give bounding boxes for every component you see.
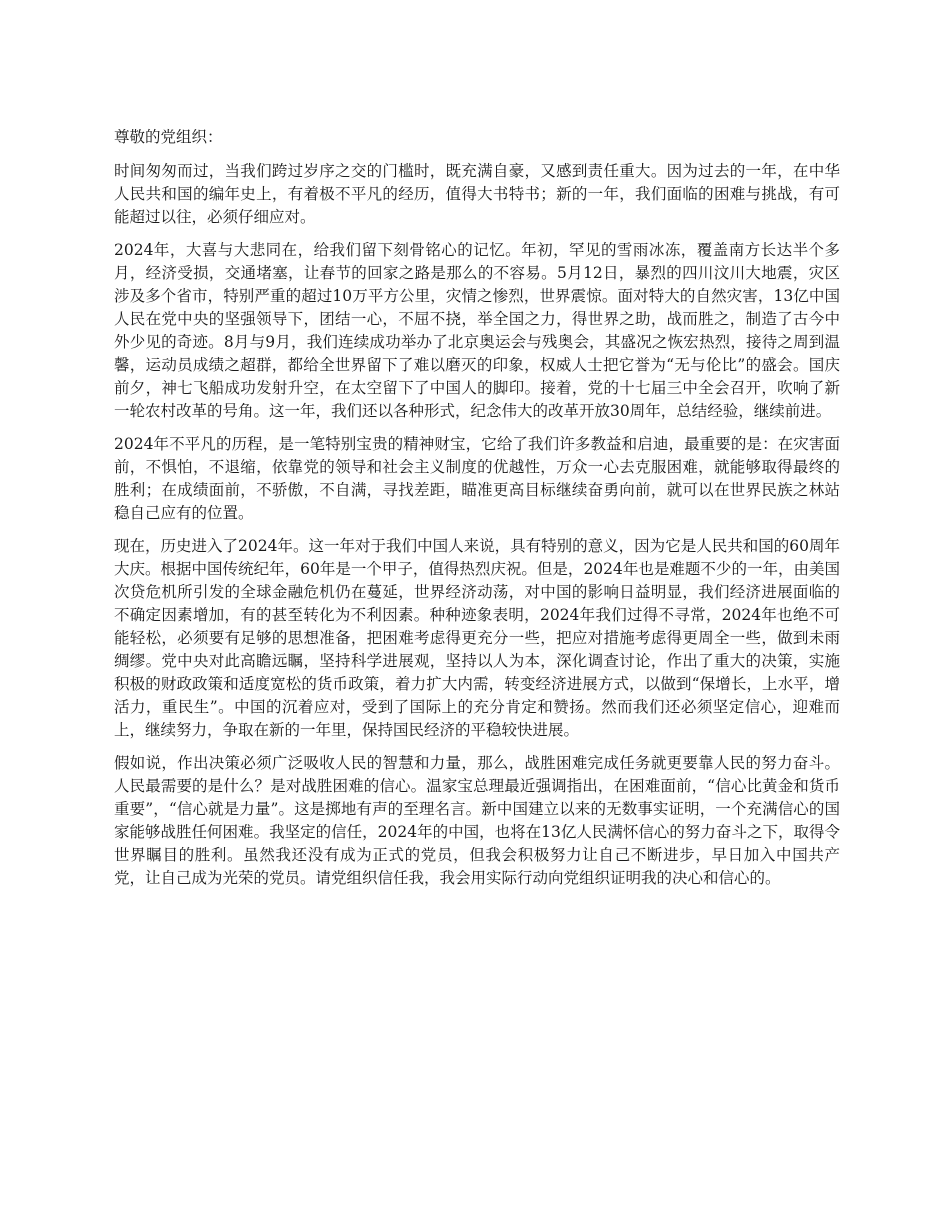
paragraph-new-year-challenges: 现在，历史进入了2024年。这一年对于我们中国人来说，具有特别的意义，因为它是人民共和国的60周年大庆。根据中国传统纪年，60年是一个甲子，值得热烈庆祝。但是，2024年也是难题不少的一年，由美国次贷危机所引发的全球金融危机仍在蔓延，世界经济动荡，对中国的影响日益明显，我们经济进展面临的不确定因素增加，有的甚至转化为不利因素。种种迹象表明，2024年我们过得不寻常，2024年也绝不可能轻松，必须要有足够的思想准备，把困难考虑得更充分一些，把应对措施考虑得更周全一些，做到未雨绸缪。党中央对此高瞻远瞩，坚持科学进展观，坚持以人为本，深化调查讨论，作出了重大的决策，实施积极的财政政策和适度宽松的货币政策，着力扩大内需，转变经济进展方式，以做到“保增长，上水平，增活力，重民生”。中国的沉着应对，受到了国际上的充分肯定和赞扬。然而我们还必须坚定信心，迎难而上，继续努力，争取在新的一年里，保持国民经济的平稳较快进展。 [114, 537, 840, 739]
letter-body [114, 126, 840, 900]
paragraph-confidence-closing: 假如说，作出决策必须广泛吸收人民的智慧和力量，那么，战胜困难完成任务就更要靠人民的努力奋斗。人民最需要的是什么？是对战胜困难的信心。温家宝总理最近强调指出，在困难面前，“信心比黄金和货币重要”，“信心就是力量”。这是掷地有声的至理名言。新中国建立以来的无数事实证明，一个充满信心的国家能够战胜任何困难。我坚定的信任，2024年的中国，也将在13亿人民满怀信心的努力奋斗之下，取得令世界瞩目的胜利。虽然我还没有成为正式的党员，但我会积极努力让自己不断进步，早日加入中国共产党，让自己成为光荣的党员。请党组织信任我，我会用实际行动向党组织证明我的决心和信心的。 [114, 754, 840, 887]
paragraph-review-events: 2024年，大喜与大悲同在，给我们留下刻骨铭心的记忆。年初，罕见的雪雨冰冻，覆盖南方长达半个多月，经济受损，交通堵塞，让春节的回家之路是那么的不容易。5月12日，暴烈的四川汶川大地震，灾区涉及多个省市，特别严重的超过10万平方公里，灾情之惨烈，世界震惊。面对特大的自然灾害，13亿中国人民在党中央的坚强领导下，团结一心，不屈不挠，举全国之力，得世界之助，战而胜之，制造了古今中外少见的奇迹。8月与9月，我们连续成功举办了北京奥运会与残奥会，其盛况之恢宏热烈，接待之周到温馨，运动员成绩之超群，都给全世界留下了难以磨灭的印象，权威人士把它誉为“无与伦比”的盛会。国庆前夕，神七飞船成功发射升空，在太空留下了中国人的脚印。接着，党的十七届三中全会召开，吹响了新一轮农村改革的号角。这一年，我们还以各种形式，纪念伟大的改革开放30周年，总结经验，继续前进。 [114, 241, 840, 420]
paragraph-opening: 时间匆匆而过，当我们跨过岁序之交的门槛时，既充满自豪，又感到责任重大。因为过去的一年，在中华人民共和国的编年史上，有着极不平凡的经历，值得大书特书；新的一年，我们面临的困难与挑战，有可能超过以往，必须仔细应对。 [114, 162, 840, 226]
paragraph-lessons: 2024年不平凡的历程，是一笔特别宝贵的精神财宝，它给了我们许多教益和启迪，最重要的是：在灾害面前，不惧怕，不退缩，依靠党的领导和社会主义制度的优越性，万众一心去克服困难，就能够取得最终的胜利；在成绩面前，不骄傲，不自满，寻找差距，瞄准更高目标继续奋勇向前，就可以在世界民族之林站稳自己应有的位置。 [114, 435, 840, 522]
letter-greeting: 尊敬的党组织： [114, 128, 223, 146]
